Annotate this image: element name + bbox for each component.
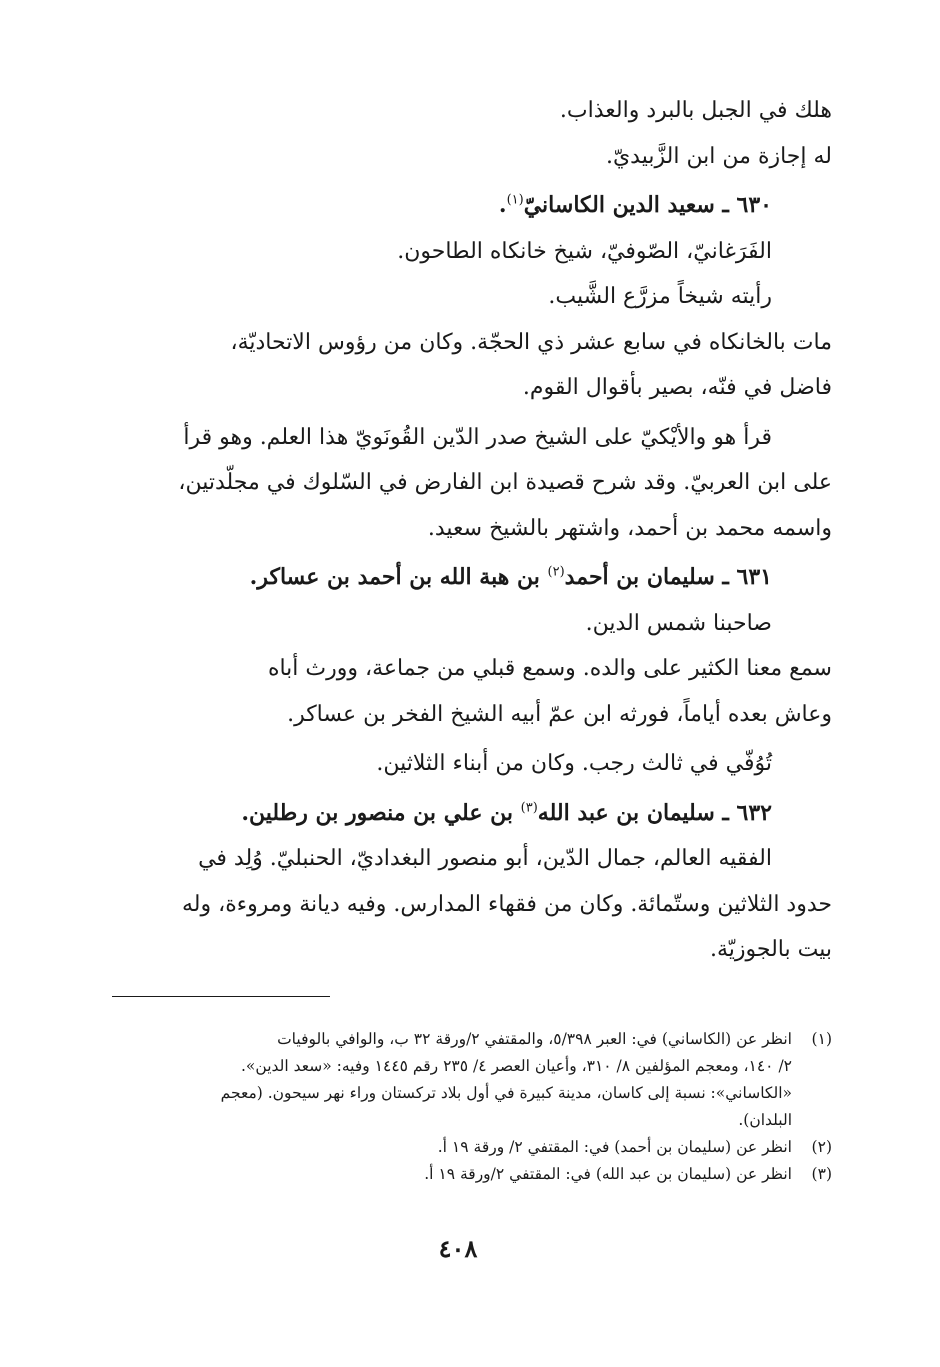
footnote-marker[interactable]: (٣) xyxy=(520,800,538,816)
text-line: الفقيه العالم، جمال الدّين، أبو منصور البغداديّ، الحنبليّ. وُلِد في xyxy=(198,846,772,871)
footnotes-section xyxy=(106,1026,832,1188)
text-line: بيت بالجوزيّة. xyxy=(710,937,832,962)
footnote-1 xyxy=(106,1026,832,1134)
footnote-line: ٢/ ١٤٠، ومعجم المؤلفين ٨/ ٣١٠، وأعيان العصر ٤/ ٢٣٥ رقم ١٤٤٥ وفيه: «سعد الدين». xyxy=(241,1057,792,1075)
text-line: حدود الثلاثين وستّمائة. وكان من فقهاء المدارس. وفيه ديانة ومروءة، وله xyxy=(182,891,832,917)
text-line: له إجازة من ابن الزَّبيديّ. xyxy=(605,143,832,169)
footnote-line: انظر عن (سليمان بن أحمد) في: المقتفي ٢/ ورقة ١٩ أ. xyxy=(437,1138,792,1156)
footnote-divider xyxy=(112,996,330,997)
main-text xyxy=(106,88,832,973)
footnote-line: البلدان). xyxy=(738,1111,792,1129)
text-line: رأيته شيخاً مزرَّع الشَّيب. xyxy=(548,284,772,309)
page-number: ٤٠٨ xyxy=(438,1234,478,1263)
footnote-text xyxy=(106,1026,792,1134)
footnote-line: انظر عن (الكاساني) في: العبر ٥/٣٩٨، والمقتفي ٢/ورقة ٣٢ ب، والوافي بالوفيات xyxy=(277,1030,792,1048)
footnote-text xyxy=(106,1134,792,1161)
footnote-number: (١) xyxy=(811,1030,832,1048)
entry-heading-text: ٦٣٠ ـ سعيد الدين الكاسانيّ xyxy=(523,192,772,218)
footnote-number: (٢) xyxy=(811,1138,832,1156)
text-line: فاضل في فنّه، بصير بأقوال القوم. xyxy=(522,375,832,400)
text-line: تُوُفّي في ثالث رجب. وكان من أبناء الثلاثين. xyxy=(376,751,772,776)
text-line: هلك في الجبل بالبرد والعذاب. xyxy=(559,98,832,123)
text-line: وعاش بعده أياماً، فورثه ابن عمّ أبيه الشيخ الفخر بن عساكر. xyxy=(287,701,832,727)
entry-heading-text: ٦٣١ ـ سليمان بن أحمد xyxy=(564,564,772,590)
footnote-line: «الكاساني»: نسبة إلى كاسان، مدينة كبيرة في أول بلاد تركستان وراء نهر سيحون. (معجم xyxy=(220,1084,792,1102)
text-line: سمع معنا الكثير على والده. وسمع قبلي من جماعة، وورث أباه xyxy=(267,656,832,681)
text-line: قرأ هو والأيْكيّ على الشيخ صدر الدّين القُونَويّ هذا العلم. وهو قرأ xyxy=(183,424,772,450)
entry-heading-text: بن هبة الله بن أحمد بن عساكر. xyxy=(249,564,548,590)
text-line: صاحبنا شمس الدين. xyxy=(585,610,772,636)
footnote-number: (٣) xyxy=(811,1165,832,1183)
entry-heading-text: بن علي بن منصور بن رطلين. xyxy=(241,799,521,826)
footnote-marker[interactable]: (٢) xyxy=(547,564,565,580)
text-line: مات بالخانكاه في سابع عشر ذي الحجّة. وكان من رؤوس الاتحاديّة، xyxy=(230,329,832,355)
entry-heading-text: ٦٣٢ ـ سليمان بن عبد الله xyxy=(537,799,772,826)
entry-heading-end: . xyxy=(498,192,507,218)
footnote-3 xyxy=(106,1161,832,1188)
text-line: على ابن العربيّ. وقد شرح قصيدة ابن الفارض في السّلوك في مجلّدتين، xyxy=(178,470,832,495)
entry-heading-632 xyxy=(106,791,832,837)
footnote-2 xyxy=(106,1134,832,1161)
entry-heading-631 xyxy=(106,555,832,601)
footnote-text xyxy=(106,1161,792,1188)
entry-heading-630 xyxy=(106,183,832,229)
text-line: الفَرَغانيّ، الصّوفيّ، شيخ خانكاه الطاحون. xyxy=(397,238,772,264)
footnote-marker[interactable]: (١) xyxy=(506,192,524,208)
footnote-line: انظر عن (سليمان بن عبد الله) في: المقتفي ٢/ورقة ١٩ أ. xyxy=(424,1165,792,1183)
text-line: واسمه محمد بن أحمد، واشتهر بالشيخ سعيد. xyxy=(427,515,832,541)
